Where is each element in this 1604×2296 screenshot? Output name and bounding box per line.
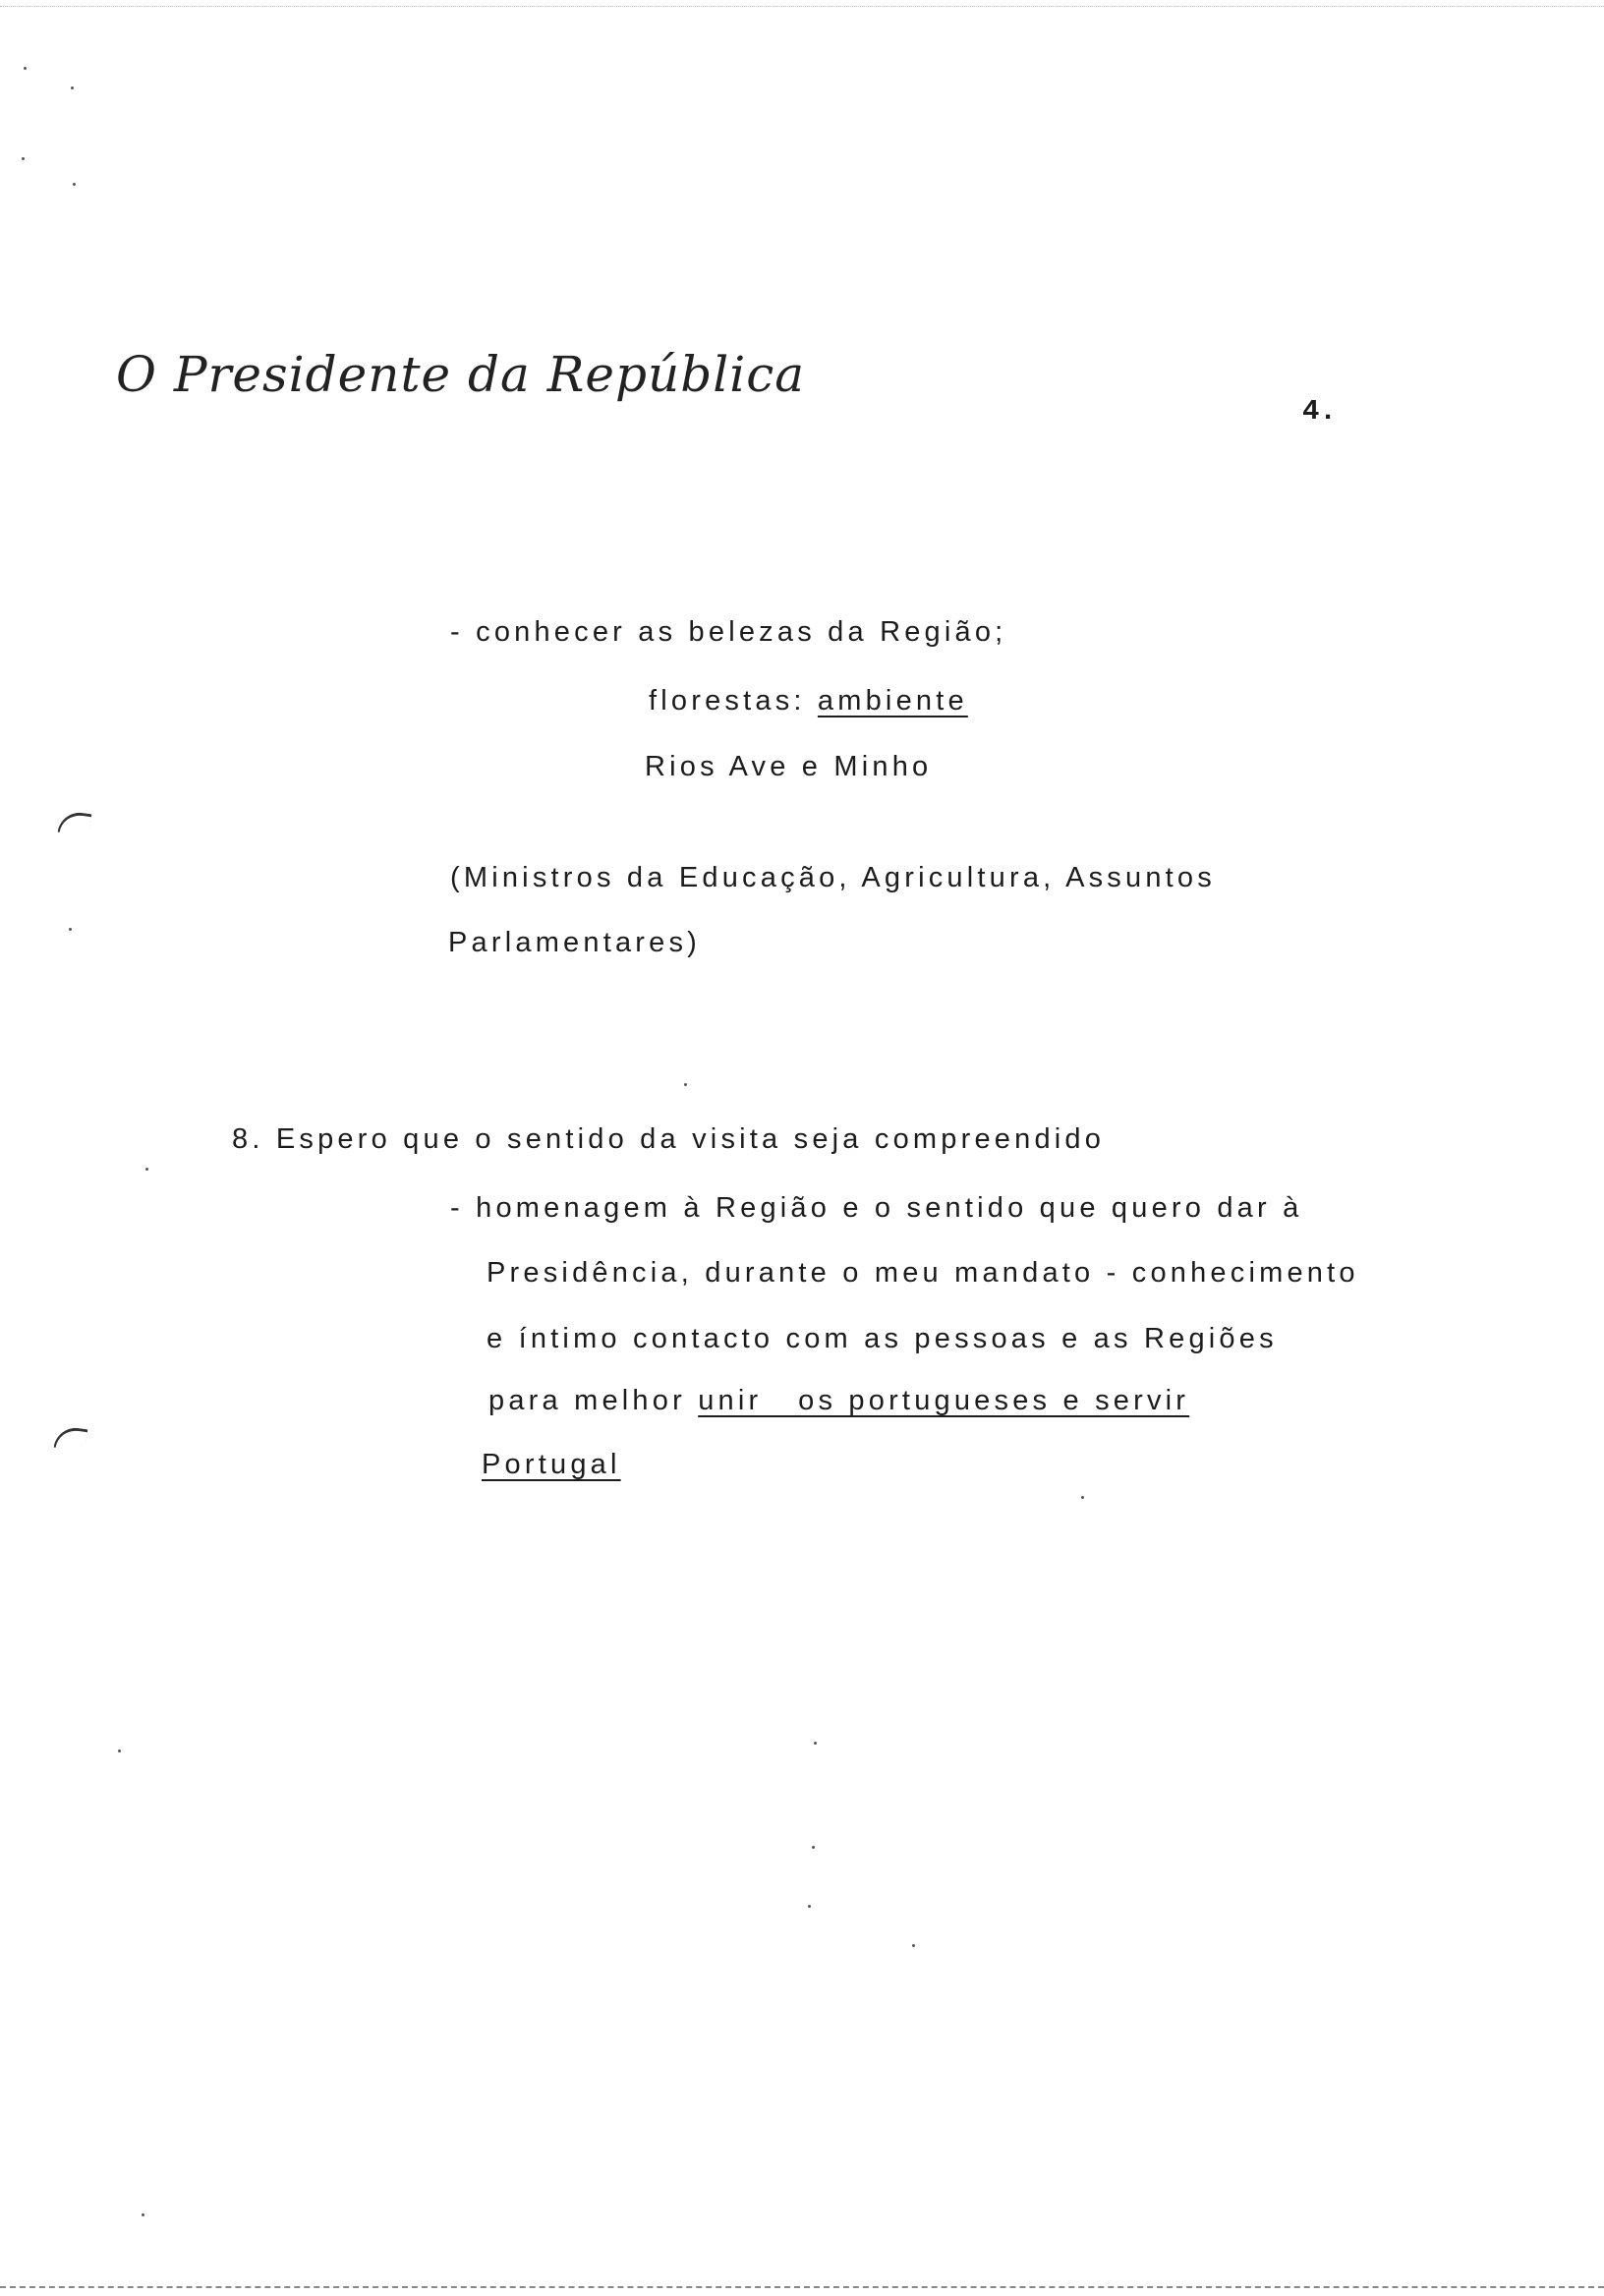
scan-speck bbox=[71, 86, 74, 89]
scan-speck bbox=[808, 1905, 811, 1908]
paragraph-text: para melhor bbox=[488, 1385, 699, 1416]
scan-speck bbox=[1081, 1496, 1084, 1499]
scan-speck bbox=[145, 1168, 148, 1171]
scan-speck bbox=[814, 1742, 817, 1745]
scan-speck bbox=[69, 928, 72, 931]
scan-speck bbox=[142, 2213, 144, 2216]
scan-speck bbox=[22, 157, 25, 160]
paragraph-line bbox=[482, 1449, 621, 1481]
paragraph-line: Parlamentares) bbox=[448, 927, 702, 958]
paragraph-line: (Ministros da Educação, Agricultura, Assuntos bbox=[450, 862, 1216, 893]
list-item bbox=[649, 685, 968, 718]
scan-edge-top bbox=[0, 6, 1604, 7]
scan-speck bbox=[684, 1083, 687, 1086]
scan-speck bbox=[73, 183, 76, 186]
scan-edge-bottom bbox=[0, 2286, 1604, 2288]
paragraph-line: e íntimo contacto com as pessoas e as Regiões bbox=[487, 1323, 1278, 1354]
paragraph-line: - homenagem à Região e o sentido que quero dar à bbox=[450, 1192, 1303, 1224]
letterhead: O Presidente da República bbox=[116, 346, 806, 403]
punch-hole-mark bbox=[54, 1425, 88, 1452]
list-item: - conhecer as belezas da Região; bbox=[450, 616, 1007, 648]
scan-speck bbox=[24, 67, 27, 70]
punch-hole-mark bbox=[58, 810, 92, 836]
sub-item-label: florestas: bbox=[649, 685, 818, 717]
underlined-text: unir os portugueses e servir bbox=[698, 1385, 1190, 1416]
paragraph-line: Presidência, durante o meu mandato - conhecimento bbox=[487, 1257, 1359, 1289]
scan-speck bbox=[118, 1750, 121, 1752]
paragraph-line bbox=[488, 1385, 1189, 1417]
scan-speck bbox=[812, 1846, 815, 1849]
underlined-text: ambiente bbox=[817, 685, 968, 717]
page-number: 4. bbox=[1302, 395, 1337, 428]
scan-speck bbox=[912, 1944, 915, 1947]
underlined-text: Portugal bbox=[482, 1449, 621, 1480]
list-item: Rios Ave e Minho bbox=[645, 751, 933, 782]
section-heading: 8. Espero que o sentido da visita seja compreendido bbox=[232, 1123, 1106, 1155]
